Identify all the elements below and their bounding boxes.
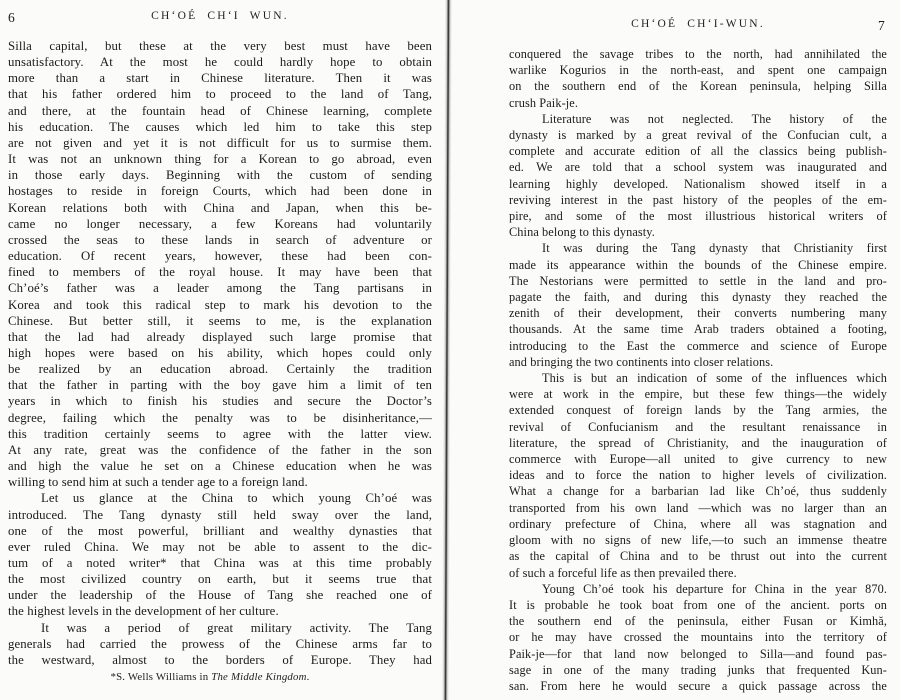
text-line: ideas and to force the nation to higher levels of civilization. bbox=[509, 468, 887, 483]
text-line: one of the most powerful, brilliant and wealthy dynasties that bbox=[8, 523, 432, 538]
text-line: were at work in the empire, but these few things—the widely bbox=[509, 387, 887, 402]
paragraph bbox=[509, 46, 887, 111]
page-header bbox=[8, 10, 432, 25]
text-line: learning highly developed. Nationalism showed itself in a bbox=[509, 176, 887, 191]
text-line: willing to send him at such a tender age to a foreign land. bbox=[8, 475, 308, 490]
text-line: thousands. At the same time Arab traders obtained a footing, bbox=[509, 322, 887, 337]
paragraph bbox=[509, 581, 887, 694]
page-body bbox=[8, 38, 432, 668]
text-line: reviving interest in the past history of the peoples of the em- bbox=[509, 192, 887, 207]
text-line: Paik-je—for that land now belonged to Silla—and found pas- bbox=[509, 646, 887, 661]
text-line: years in which to finish his studies and secure the Doctor’s bbox=[8, 394, 432, 409]
paragraph bbox=[509, 111, 887, 241]
text-line: Ch’oé’s father was a leader among the Tang partisans in bbox=[8, 281, 432, 296]
text-line: complete and accurate edition of all the classics being publish- bbox=[509, 144, 887, 159]
text-line: extended conquest of foreign lands by the Tang armies, the bbox=[509, 403, 887, 418]
text-line: It is probable he took boat from one of the ancient. ports on bbox=[509, 597, 887, 612]
text-line: dynasty is marked by a great revival of the Confucian cult, a bbox=[509, 128, 887, 143]
text-line: degree, failing which the penalty was to be disinheritance,— bbox=[8, 410, 432, 425]
text-line: Let us glance at the China to which young Ch’oé was bbox=[41, 491, 432, 506]
text-line: transported from his own land —which was no larger than an bbox=[509, 500, 887, 515]
text-line: that the father in parting with the boy gave him a limit of ten bbox=[8, 378, 432, 393]
page-7 bbox=[453, 0, 900, 700]
text-line: China belong to this dynasty. bbox=[509, 225, 655, 240]
running-title: CHʻOÉ CHʻI-WUN. bbox=[631, 18, 765, 30]
text-line: the most civilized country on earth, but it seems true that bbox=[8, 572, 432, 587]
text-line: fined to members of the royal house. It may have been that bbox=[8, 265, 432, 280]
text-line: education. Of recent years, however, these had been con- bbox=[8, 249, 432, 264]
paragraph bbox=[509, 240, 887, 370]
text-line: crossed the seas to these lands in search of adventure or bbox=[8, 232, 432, 247]
text-line: of such a forceful life as then prevailed there. bbox=[509, 565, 737, 580]
text-line: Young Ch’oé took his departure for China in the year 870. bbox=[542, 581, 887, 596]
text-line: and there, at the fountain head of Chinese learning, complete bbox=[8, 103, 432, 118]
text-line: tum of a noted writer* that China was at this time probably bbox=[8, 556, 432, 570]
text-line: sage in one of the many trading junks that frequented Kun- bbox=[509, 662, 887, 677]
text-line: and bringing the two continents into closer relations. bbox=[509, 354, 774, 369]
page-6 bbox=[0, 0, 447, 700]
text-line: warlike Kogurios in the north-east, and spent one campaign bbox=[509, 63, 887, 78]
text-line: that the lad had already displayed such large promise that bbox=[8, 329, 432, 344]
text-line: the southern end of the peninsula, either Fusan or Kimhă, bbox=[509, 614, 887, 629]
paragraph bbox=[8, 490, 432, 619]
page-body bbox=[509, 46, 887, 694]
text-line: or he may have crossed the mountains into the territory of bbox=[509, 630, 887, 645]
text-line: the highest levels in the development of her culture. bbox=[8, 604, 279, 619]
footnote-work-title: The Middle Kingdom bbox=[211, 671, 307, 683]
text-line: It was a period of great military activity. The Tang bbox=[41, 620, 432, 635]
text-line: ordinary prefecture of China, where all was stagnation and bbox=[509, 516, 887, 531]
footnote-text: *S. Wells Williams in bbox=[110, 671, 212, 683]
text-line: the westward, almost to the borders of Europe. They had bbox=[8, 652, 432, 667]
text-line: Korean relations both with China and Japan, when this be- bbox=[8, 200, 432, 215]
text-line: Chinese. But better still, it seems to me, is the explanation bbox=[8, 313, 432, 328]
text-line: zenith of their development, their converts numbering many bbox=[509, 306, 887, 321]
text-line: introducing to the East the commerce and science of Europe bbox=[509, 338, 887, 353]
text-line: unsatisfactory. At the most he could hardly hope to obtain bbox=[8, 55, 432, 70]
text-line: Korea and took this radical step to mark his devotion to the bbox=[8, 297, 432, 312]
footnote-period: . bbox=[306, 671, 310, 683]
text-line: on the southern end of the Korean peninsula, helping Silla bbox=[509, 79, 887, 94]
text-line: in those early days. Beginning with the custom of sending bbox=[8, 168, 432, 183]
text-line: It was during the Tang dynasty that Christianity first bbox=[542, 241, 887, 256]
text-line: pagate the faith, and during this dynasty they reached the bbox=[509, 290, 887, 305]
text-line: At any rate, great was the confidence of the father in the son bbox=[8, 442, 432, 457]
text-line: that his father ordered him to proceed to the land of Tang, bbox=[8, 87, 432, 102]
text-line: made its appearance within the bounds of the Chinese empire. bbox=[509, 257, 887, 272]
text-line: literature, the spread of Christianity, and the inauguration of bbox=[509, 435, 887, 450]
page-header bbox=[509, 18, 887, 33]
text-line: introduced. The Tang dynasty still held sway over the land, bbox=[8, 507, 432, 522]
text-line: gloom with no signs of new life,—to such an immense theatre bbox=[509, 533, 887, 548]
text-line: under the leadership of the House of Tang she reached one of bbox=[8, 588, 432, 603]
footnote bbox=[8, 671, 412, 683]
text-line: came no longer necessary, a few Koreans had voluntarily bbox=[8, 216, 432, 231]
text-line: pire, and some of the most illustrious historical writers of bbox=[509, 209, 887, 224]
page-number: 6 bbox=[8, 10, 16, 25]
text-line: his education. The causes which led him to take this step bbox=[8, 119, 432, 134]
text-line: be realized by an education abroad. Certainly the tradition bbox=[8, 362, 432, 377]
paragraph bbox=[509, 370, 887, 581]
text-line: generals had carried the prowess of the Chinese arms far to bbox=[8, 636, 432, 651]
text-line: Literature was not neglected. The history of the bbox=[542, 111, 887, 126]
text-line: ed. We are told that a school system was inaugurated and bbox=[509, 160, 887, 175]
text-line: more than a start in Chinese literature. Then it was bbox=[8, 71, 432, 86]
page-number: 7 bbox=[878, 18, 886, 33]
paragraph bbox=[8, 620, 432, 668]
text-line: Silla capital, but these at the very best must have been bbox=[8, 39, 432, 53]
text-line: This is but an indication of some of the influences which bbox=[542, 371, 887, 386]
text-line: and high the value he set on a Chinese education when he was bbox=[8, 459, 432, 474]
text-line: as the capital of China and to be thrust out into the current bbox=[509, 549, 887, 564]
text-line: commerce with Europe—all united to give currency to new bbox=[509, 452, 887, 467]
text-line: What a change for a barbarian lad like Ch’oé, thus suddenly bbox=[509, 484, 887, 499]
text-line: this tradition certainly seems to agree with the latter view. bbox=[8, 426, 432, 441]
text-line: conquered the savage tribes to the north, had annihilated the bbox=[509, 47, 887, 61]
text-line: It was not an unknown thing for a Korean to go abroad, even bbox=[8, 152, 432, 167]
text-line: are not given and yet it is not difficult for us to surmise them. bbox=[8, 135, 432, 150]
text-line: san. From here he would secure a quick passage across the bbox=[509, 678, 887, 693]
text-line: ever ruled China. We may not be able to assent to the dic- bbox=[8, 539, 432, 554]
paragraph bbox=[8, 38, 432, 490]
text-line: high hopes were based on his ability, which hopes could only bbox=[8, 345, 432, 360]
text-line: crush Paik-je. bbox=[509, 95, 579, 110]
text-line: hostages to reside in foreign Courts, which had been done in bbox=[8, 184, 432, 199]
text-line: revival of Confucianism and the resultant renaissance in bbox=[509, 419, 887, 434]
text-line: The Nestorians were permitted to settle in the land and pro- bbox=[509, 273, 887, 288]
running-title: CHʻOÉ CHʻI WUN. bbox=[151, 10, 289, 22]
